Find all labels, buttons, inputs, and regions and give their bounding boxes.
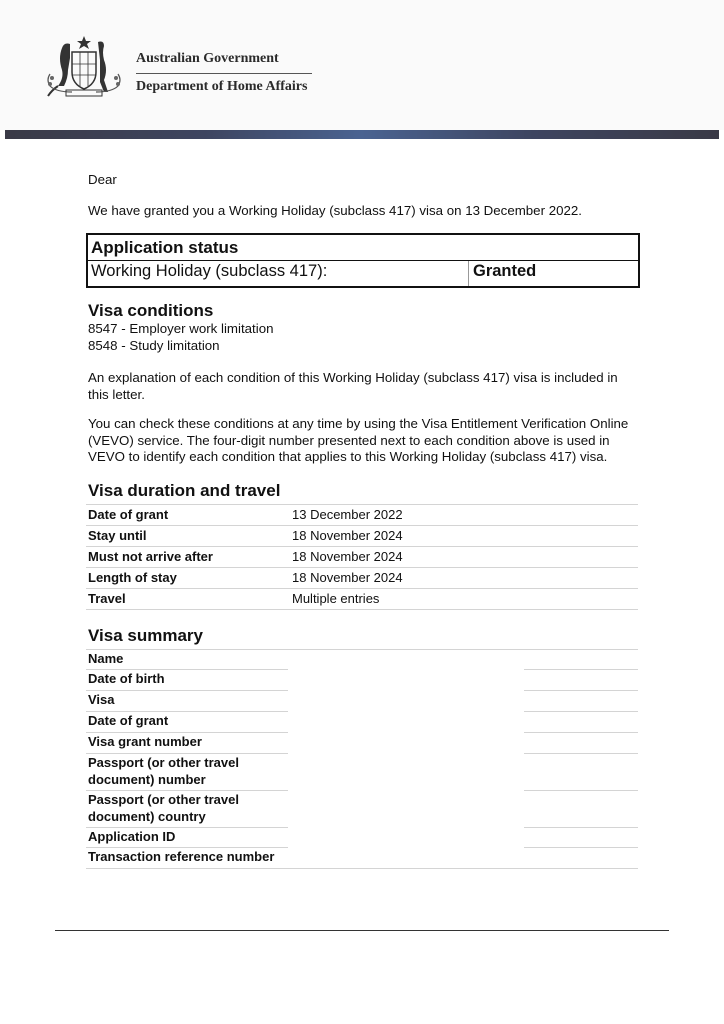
table-row (86, 504, 638, 525)
status-visa-name: Working Holiday (subclass 417): (91, 262, 328, 280)
table-rule (524, 790, 638, 791)
table-row (86, 567, 638, 588)
table-row (86, 546, 638, 567)
table-rule (86, 669, 288, 670)
org-name-line2: Department of Home Affairs (136, 79, 308, 94)
row-label: Passport (or other travel document) number (88, 755, 239, 787)
table-rule (86, 753, 288, 754)
row-value: 18 November 2024 (292, 549, 403, 564)
footer-divider (55, 930, 669, 931)
visa-summary-title: Visa summary (88, 626, 203, 645)
table-rule (86, 732, 288, 733)
table-rule (86, 711, 288, 712)
table-rule (524, 753, 638, 754)
header-band (5, 130, 719, 139)
condition-item: 8547 - Employer work limitation (88, 321, 274, 336)
application-status-title: Application status (91, 238, 239, 257)
table-rule (524, 690, 638, 691)
table-rule (86, 790, 288, 791)
visa-duration-title: Visa duration and travel (88, 481, 281, 500)
row-value: 18 November 2024 (292, 570, 403, 585)
table-rule (524, 847, 638, 848)
row-label: Name (88, 651, 124, 666)
table-rule (524, 732, 638, 733)
grant-sentence: We have granted you a Working Holiday (subclass 417) visa on 13 December 2022. (88, 203, 582, 218)
table-rule (524, 669, 638, 670)
table-rule (86, 847, 288, 848)
org-name-line1: Australian Government (136, 51, 279, 66)
application-status-box (86, 233, 640, 288)
status-column-divider (468, 261, 469, 286)
table-row (86, 588, 638, 610)
conditions-explanation: An explanation of each condition of this Working Holiday (subclass 417) visa is included in this letter. (88, 370, 618, 402)
row-label: Date of grant (88, 713, 169, 728)
row-label: Transaction reference number (88, 849, 275, 864)
status-value: Granted (473, 262, 537, 280)
table-rule (86, 649, 638, 650)
row-value: 18 November 2024 (292, 528, 403, 543)
condition-item: 8548 - Study limitation (88, 338, 220, 353)
row-value: Multiple entries (292, 591, 380, 606)
table-rule (86, 690, 288, 691)
table-row (86, 525, 638, 546)
row-label: Date of birth (88, 671, 165, 686)
visa-duration-table (86, 504, 638, 610)
row-label: Passport (or other travel document) country (88, 792, 239, 824)
row-label: Length of stay (88, 570, 177, 585)
row-label: Stay until (88, 528, 147, 543)
table-rule (86, 827, 288, 828)
table-rule (86, 868, 638, 869)
row-label: Date of grant (88, 507, 169, 522)
row-label: Visa grant number (88, 734, 202, 749)
vevo-paragraph: You can check these conditions at any time by using the Visa Entitlement Verification Online (VEVO) service. The four-digit number presented next to each condition above is used in VEVO to identify each condition that applies to this Working Holiday (subclass 417) visa. (88, 416, 629, 464)
org-divider (136, 73, 312, 74)
visa-conditions-title: Visa conditions (88, 301, 214, 320)
table-rule (524, 711, 638, 712)
row-label: Application ID (88, 829, 176, 844)
row-label: Visa (88, 692, 115, 707)
coat-of-arms-icon (42, 34, 126, 100)
row-label: Travel (88, 591, 126, 606)
row-value: 13 December 2022 (292, 507, 403, 522)
table-rule (524, 827, 638, 828)
visa-summary-table (86, 649, 638, 869)
row-label: Must not arrive after (88, 549, 213, 564)
greeting: Dear (88, 172, 117, 187)
status-divider (88, 260, 638, 261)
